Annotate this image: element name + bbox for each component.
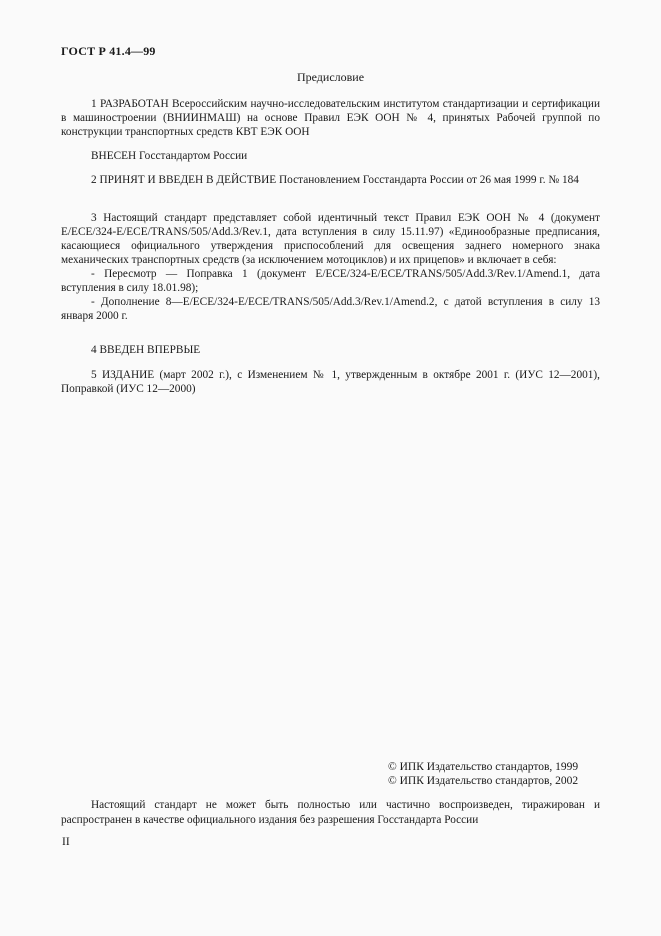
paragraph-vnesen-text: Госстандартом России xyxy=(139,150,248,162)
paragraph-3-item-1: - Пересмотр — Поправка 1 (документ E/ECE/324-E/ECE/TRANS/505/Add.3/Rev.1/Amend.1, дата вступления в силу 18.01.98); xyxy=(61,268,600,294)
reproduction-notice: Настоящий стандарт не может быть полностью или частично воспроизведен, тиражирован и распространен в качестве официального издания без разрешения Госстандарта России xyxy=(61,799,600,826)
paragraph-2 xyxy=(61,173,600,187)
paragraph-vnesen-lead: ВНЕСЕН xyxy=(91,150,137,162)
paragraph-3-item-2: - Дополнение 8—E/ECE/324-E/ECE/TRANS/505/Add.3/Rev.1/Amend.2, с датой вступления в силу 13 января 2000 г. xyxy=(61,296,600,322)
document-code: ГОСТ Р 41.4—99 xyxy=(61,44,156,58)
paragraph-1-text: Всероссийским научно-исследовательским институтом стандартизации и сертификации в машиностроении (ВНИИНМАШ) на основе Правил ЕЭК ООН № 4, принятых Рабочей группой по конструкции транспортных средств КВТ ЕЭК ООН xyxy=(61,98,601,138)
paragraph-1 xyxy=(61,97,600,139)
paragraph-3-text: 3 Настоящий стандарт представляет собой идентичный текст Правил ЕЭК ООН № 4 (документ E/ECE/324-E/ECE/TRANS/505/Add.3/Rev.1, дата вступления в силу 15.11.97) «Единообразные предписания, касающиеся официального утверждения приспособлений для освещения заднего номерного знака механических транспортных средств (за исключением мотоциклов) и их прицепов» и включает в себя: xyxy=(61,212,600,266)
paragraph-3 xyxy=(61,211,600,323)
paragraph-4 xyxy=(61,343,600,357)
paragraph-4-text: 4 ВВЕДЕН ВПЕРВЫЕ xyxy=(91,344,201,356)
paragraph-2-lead: 2 ПРИНЯТ И ВВЕДЕН В ДЕЙСТВИЕ xyxy=(91,174,277,186)
copyright-line-2002: © ИПК Издательство стандартов, 2002 xyxy=(388,775,579,787)
paragraph-1-lead: 1 РАЗРАБОТАН xyxy=(91,98,169,110)
section-title: Предисловие xyxy=(296,70,365,84)
copyright-line-1999: © ИПК Издательство стандартов, 1999 xyxy=(388,761,579,773)
copyright-block xyxy=(388,760,578,788)
paragraph-2-text: Постановлением Госстандарта России от 26 мая 1999 г. № 184 xyxy=(279,174,579,186)
paragraph-5-lead: 5 ИЗДАНИЕ xyxy=(91,369,155,381)
paragraph-5 xyxy=(61,368,600,396)
paragraph-vnesen xyxy=(61,149,600,163)
paragraph-5-text: (март 2002 г.), с Изменением № 1, утвержденным в октябре 2001 г. (ИУС 12—2001), Поправкой (ИУС 12—2000) xyxy=(61,369,600,395)
page-number: II xyxy=(62,836,70,848)
